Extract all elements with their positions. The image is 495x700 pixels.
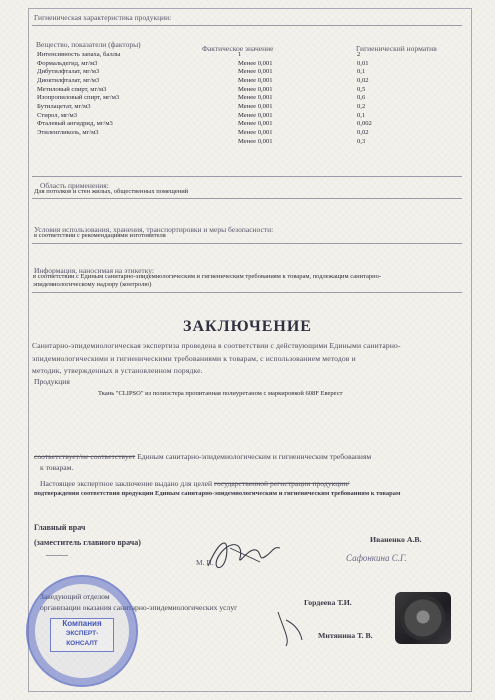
- hygiene-section-title: Гигиеническая характеристика продукции:: [34, 13, 172, 22]
- table-row: [0, 68, 495, 77]
- application-label: Область применения:: [40, 181, 109, 190]
- substance-name: Стирол, мг/м3: [37, 111, 77, 119]
- norm-value: 0,002: [357, 120, 372, 128]
- table-row: [0, 129, 495, 138]
- norm-value: 0,6: [357, 94, 366, 102]
- actual-value: Менее 0,001: [238, 137, 273, 145]
- actual-value: Менее 0,001: [238, 111, 273, 119]
- executor-signature: [272, 600, 322, 650]
- actual-value: Менее 0,001: [238, 94, 273, 102]
- table-row: [0, 60, 495, 69]
- chief-doctor-label: Главный врач: [34, 523, 86, 532]
- norm-value: 0,01: [357, 59, 369, 67]
- stamp-line-1: Компания: [62, 619, 102, 628]
- actual-value: Менее 0,001: [238, 120, 273, 128]
- actual-value: Менее 0,001: [238, 85, 273, 93]
- norm-value: 0,3: [357, 137, 366, 145]
- norm-value: 0,5: [357, 85, 366, 93]
- hologram-emblem: [395, 592, 451, 644]
- substance-name: Этиленгликоль, мг/м3: [37, 128, 99, 136]
- deputy-name: Сафонкина С.Г.: [346, 553, 407, 563]
- conclusion-line-1: Санитарно-эпидемиологическая экспертиза проведена в соответствии с действующими Едиными санитарно-: [32, 341, 401, 350]
- signature-line: [46, 555, 68, 556]
- compliance-struck-option: соответствует/не соответствует: [34, 452, 136, 461]
- table-row: [0, 86, 495, 95]
- conclusion-line-2: эпидемиологическими и гигиеническими требованиями к товарам, с использованием методов и: [32, 353, 356, 363]
- norm-value: 0,1: [357, 111, 366, 119]
- table-row: [0, 94, 495, 103]
- conclusion-paragraph: [32, 340, 456, 378]
- actual-value: Менее 0,001: [238, 76, 273, 84]
- norm-value: 0,2: [357, 102, 366, 110]
- issued-statement: [40, 479, 350, 488]
- chief-name: Иваненко А.В.: [370, 535, 422, 544]
- actual-value: 1: [238, 51, 242, 58]
- issued-prefix: Настоящее экспертное заключение выдано для целей: [40, 479, 213, 488]
- actual-value: Менее 0,001: [238, 102, 273, 110]
- conclusion-line-3: методик, утвержденных в установленном порядке.: [32, 366, 203, 375]
- table-row: [0, 103, 495, 112]
- conclusion-title: ЗАКЛЮЧЕНИЕ: [183, 318, 312, 335]
- divider: [32, 198, 462, 199]
- deputy-label: (заместитель главного врача): [34, 538, 141, 547]
- conditions-value: в соответствии с рекомендациями изготовителя: [34, 232, 166, 239]
- norm-value: 0,02: [357, 128, 369, 136]
- compliance-statement: [34, 452, 371, 461]
- product-label: Продукция: [34, 377, 70, 386]
- table-row: [0, 120, 495, 129]
- application-value: Для потолков и стен жилых, общественных помещений: [34, 188, 189, 195]
- label-info-value-line2: эпидемиологическому надзору (контролю): [33, 281, 152, 288]
- substance-name: Диоктилфталат, мг/м3: [37, 76, 100, 84]
- signature-scribble: [200, 528, 290, 578]
- substance-name: Метиловый спирт, мг/м3: [37, 85, 107, 93]
- mp-label: М. П.: [196, 558, 214, 567]
- organization-label: организации оказания санитарно-эпидемиологических услуг: [40, 603, 238, 612]
- divider: [32, 243, 462, 244]
- actual-value: Менее 0,001: [238, 68, 273, 76]
- divider: [32, 176, 462, 177]
- divider: [32, 292, 462, 293]
- norm-value: 0,02: [357, 76, 369, 84]
- stamp-line-2: ЭКСПЕРТ-КОНСАЛТ: [65, 630, 99, 647]
- compliance-rest: Единым санитарно-эпидемиологическим и гигиеническим требованиям: [137, 452, 372, 461]
- col-substance-header: Вещество, показатели (факторы): [36, 40, 141, 49]
- head-of-department-label: Заведующий отделом: [40, 592, 110, 601]
- issued-line2: подтверждения соответствия продукции Единым санитарно-эпидемиологическим и гигиеническим требованиям к товарам: [34, 490, 401, 497]
- product-value: Ткань "CLIPSO" из полиэстера пропитанная полиуретаном с маркировкой 608F Еверест: [98, 390, 343, 397]
- substance-name: Фталевый ангидрид, мг/м3: [37, 120, 113, 128]
- col-norm-header: Гигиенический норматив: [356, 44, 437, 53]
- actual-value: Менее 0,001: [238, 59, 273, 67]
- table-row: [0, 112, 495, 121]
- substance-name: Интенсивность запаха, баллы: [37, 51, 121, 58]
- col-actual-header: Фактическое значение: [202, 44, 274, 53]
- label-info-value-line1: в соответствии с Единым санитарно-эпидемиологическим и гигиеническим требованиям к товарам, подлежащим санитарно-: [33, 273, 382, 280]
- conditions-label: Условия использования, хранения, транспортировки и меры безопасности:: [34, 225, 274, 234]
- actual-value: Менее 0,001: [238, 128, 273, 136]
- substance-name: Бутилацетат, мг/м3: [37, 102, 91, 110]
- label-info-label: Информация, наносимая на этикетку:: [34, 266, 154, 275]
- substance-name: Изопропиловый спирт, мг/м3: [37, 94, 120, 102]
- issued-struck-option: государственной регистрации продукции/: [214, 479, 350, 488]
- company-stamp-box: [50, 618, 114, 652]
- table-row: [0, 138, 495, 147]
- substance-name: Формальдегид, мг/м3: [37, 59, 98, 67]
- executor-name: Митянина Т. В.: [318, 631, 373, 640]
- head-name: Гордеева Т.И.: [304, 598, 352, 607]
- substance-name: Дибутилфталат, мг/м3: [37, 68, 100, 76]
- compliance-line2: к товарам.: [40, 463, 74, 472]
- norm-value: 0,1: [357, 68, 366, 76]
- divider: [32, 25, 462, 26]
- norm-value: 2: [357, 51, 361, 58]
- table-row: [0, 51, 495, 60]
- table-row: [0, 77, 495, 86]
